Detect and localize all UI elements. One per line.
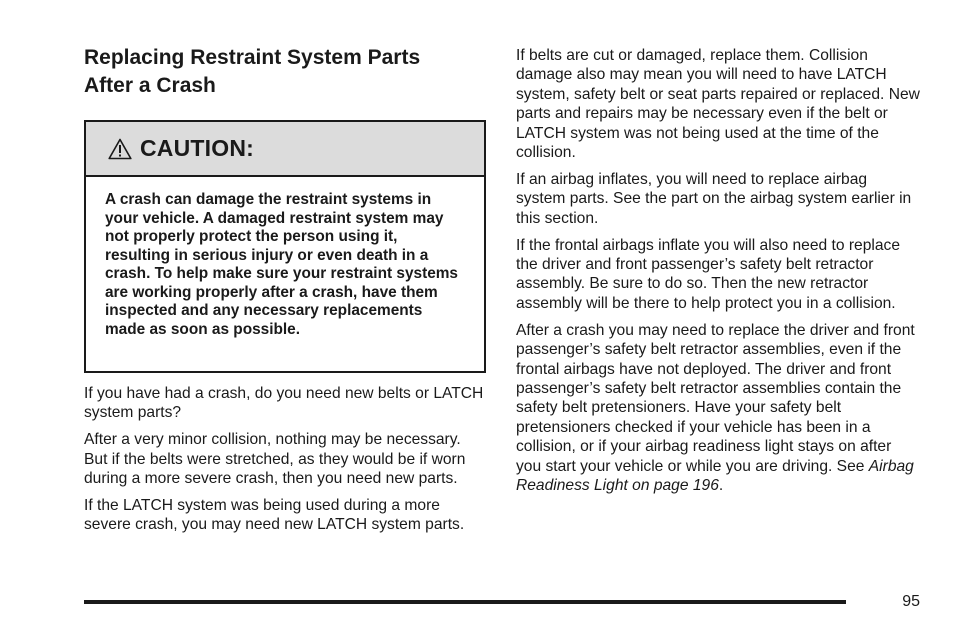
left-column-text: [84, 384, 488, 542]
section-heading-line-2: After a Crash: [84, 74, 216, 97]
right-column-text: [516, 46, 920, 503]
caution-title: CAUTION:: [140, 135, 255, 161]
caution-box: [84, 120, 486, 373]
paragraph-with-reference: [516, 321, 920, 496]
paragraph: If you have had a crash, do you need new belts or LATCH system parts?: [84, 385, 484, 422]
section-heading: [84, 44, 486, 100]
caution-header: [86, 122, 484, 177]
footer-rule: [84, 600, 846, 604]
cross-reference-link[interactable]: Airbag Readiness Light on page 196: [516, 457, 914, 495]
paragraph-text: After a crash you may need to replace the driver and front passenger’s safety belt retractor assemblies, even if the frontal airbags have not deployed. The driver and front passenger’s safety belt retractor assemblies contain the safety belt pretensioners. Have your safety belt pretensioners checked if your vehicle has been in a collision, or if your airbag readiness light stays on after you start your vehicle or while you are driving. See: [516, 321, 915, 475]
section-heading-block: [84, 44, 486, 100]
warning-triangle-icon: [108, 138, 132, 160]
paragraph: If belts are cut or damaged, replace them. Collision damage also may mean you will need to have LATCH system, safety belt or seat parts repaired or replaced. New parts and repairs may be necessary even if the belt or LATCH system was not being used at the time of the collision.: [516, 47, 920, 162]
paragraph: If the LATCH system was being used during a more severe crash, you may need new LATCH system parts.: [84, 497, 465, 534]
paragraph: If an airbag inflates, you will need to replace airbag system parts. See the part on the airbag system earlier in this section.: [516, 170, 912, 227]
caution-body: A crash can damage the restraint systems in your vehicle. A damaged restraint system may not properly protect the person using it, resulting in serious injury or even death in a crash. To help make sure your restraint systems are working properly after a crash, have them inspected and any necessary replacements made as soon as possible.: [105, 191, 458, 338]
page-number: 95: [902, 593, 920, 610]
paragraph-end: .: [718, 477, 724, 495]
section-heading-line-1: Replacing Restraint System Parts: [84, 46, 421, 69]
paragraph: After a very minor collision, nothing may be necessary. But if the belts were stretched, as they would be if worn during a more severe crash, then you need new parts.: [84, 431, 466, 488]
paragraph: If the frontal airbags inflate you will also need to replace the driver and front passenger’s safety belt retractor assembly. Be sure to do so. Then the new retractor assembly will be there to help protect you in a collision.: [516, 236, 901, 312]
